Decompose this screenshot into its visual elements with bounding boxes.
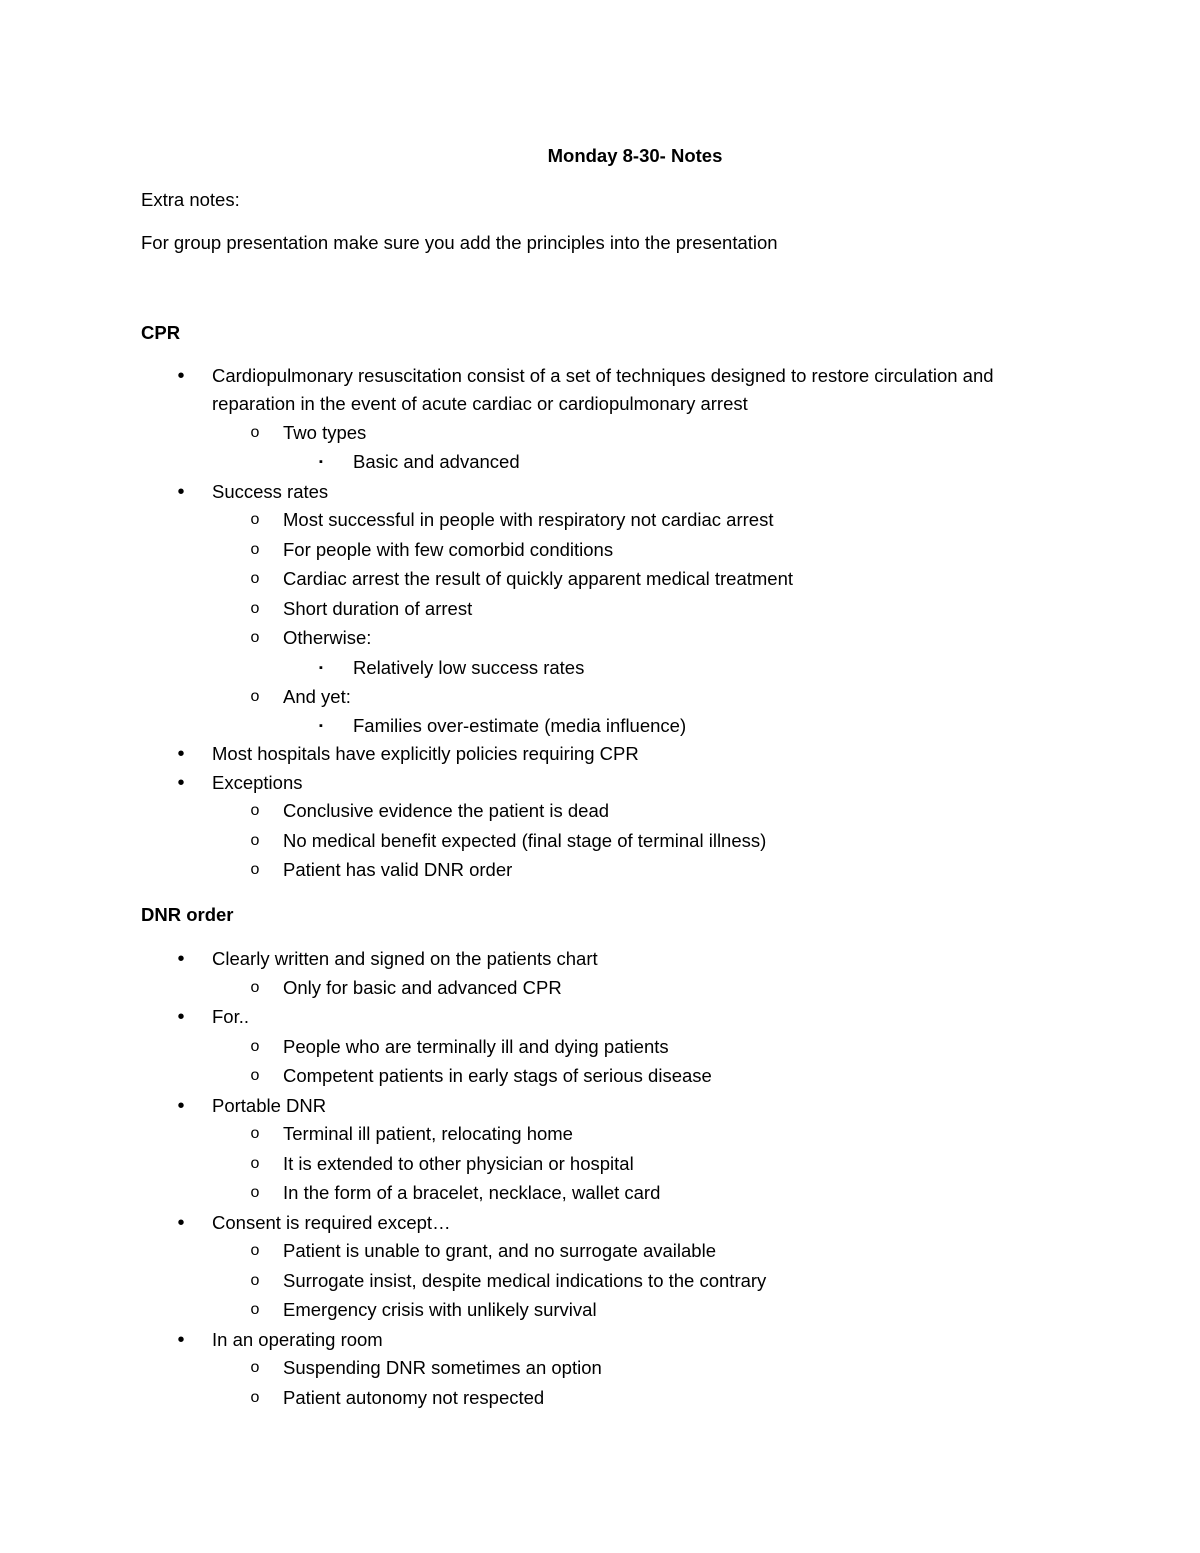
list-item: Only for basic and advanced CPR [283,977,562,998]
bullet-marker: o [250,1067,260,1084]
bullet-marker: o [250,511,260,528]
list-item: Relatively low success rates [353,657,585,678]
bullet-marker: o [250,1242,260,1259]
list-item-continuation: reparation in the event of acute cardiac or cardiopulmonary arrest [212,393,748,414]
bullet-marker: o [250,1184,260,1201]
list-item: Most hospitals have explicitly policies requiring CPR [212,743,639,764]
list-item: Emergency crisis with unlikely survival [283,1299,597,1320]
list-item: Clearly written and signed on the patients chart [212,948,598,969]
bullet-marker: o [250,861,260,878]
list-item: Consent is required except… [212,1212,451,1233]
bullet-marker: ▪ [319,662,323,674]
bullet-marker: o [250,688,260,705]
list-item: Basic and advanced [353,451,520,472]
section-heading-cpr: CPR [141,322,181,343]
bullet-marker: o [250,629,260,646]
list-item: Terminal ill patient, relocating home [283,1123,573,1144]
list-item: And yet: [283,686,351,707]
list-item: In the form of a bracelet, necklace, wallet card [283,1182,661,1203]
bullet-marker: o [250,802,260,819]
bullet-marker: • [177,1212,185,1234]
bullet-marker: • [177,743,185,765]
list-item: Surrogate insist, despite medical indications to the contrary [283,1270,767,1291]
bullet-marker: o [250,1301,260,1318]
list-item: Exceptions [212,772,303,793]
extra-notes-text: For group presentation make sure you add the principles into the presentation [141,232,778,253]
bullet-marker: • [177,1329,185,1351]
bullet-marker: • [177,1006,185,1028]
list-item: In an operating room [212,1329,383,1350]
list-item: Most successful in people with respiratory not cardiac arrest [283,509,774,530]
bullet-marker: • [177,365,185,387]
bullet-marker: o [250,979,260,996]
bullet-marker: o [250,1389,260,1406]
list-item: For.. [212,1006,250,1027]
page-title: Monday 8-30- Notes [547,145,723,166]
list-item: Patient is unable to grant, and no surrogate available [283,1240,716,1261]
list-item: Patient autonomy not respected [283,1387,545,1408]
list-item: Suspending DNR sometimes an option [283,1357,602,1378]
bullet-marker: o [250,1125,260,1142]
list-item: Success rates [212,481,329,502]
bullet-marker: o [250,832,260,849]
list-item: Conclusive evidence the patient is dead [283,800,610,821]
list-item: Patient has valid DNR order [283,859,513,880]
list-item: For people with few comorbid conditions [283,539,614,560]
bullet-marker: o [250,600,260,617]
bullet-marker: ▪ [319,720,323,732]
list-item: Two types [283,422,367,443]
section-heading-dnr: DNR order [141,904,234,925]
bullet-marker: o [250,541,260,558]
list-item: Otherwise: [283,627,372,648]
bullet-marker: • [177,481,185,503]
list-item: Cardiac arrest the result of quickly apparent medical treatment [283,568,794,589]
bullet-marker: o [250,424,260,441]
list-item: People who are terminally ill and dying patients [283,1036,669,1057]
bullet-marker: • [177,772,185,794]
list-item: Competent patients in early stags of serious disease [283,1065,712,1086]
bullet-marker: o [250,1359,260,1376]
bullet-marker: • [177,1095,185,1117]
list-item: Families over-estimate (media influence) [353,715,687,736]
bullet-marker: o [250,1038,260,1055]
list-item: Cardiopulmonary resuscitation consist of a set of techniques designed to restore circulation and [212,365,994,386]
list-item: It is extended to other physician or hospital [283,1153,634,1174]
extra-notes-label: Extra notes: [141,189,240,210]
bullet-marker: o [250,570,260,587]
bullet-marker: ▪ [319,456,323,468]
bullet-marker: • [177,948,185,970]
list-item: Short duration of arrest [283,598,473,619]
bullet-marker: o [250,1272,260,1289]
list-item: No medical benefit expected (final stage of terminal illness) [283,830,767,851]
list-item: Portable DNR [212,1095,327,1116]
bullet-marker: o [250,1155,260,1172]
